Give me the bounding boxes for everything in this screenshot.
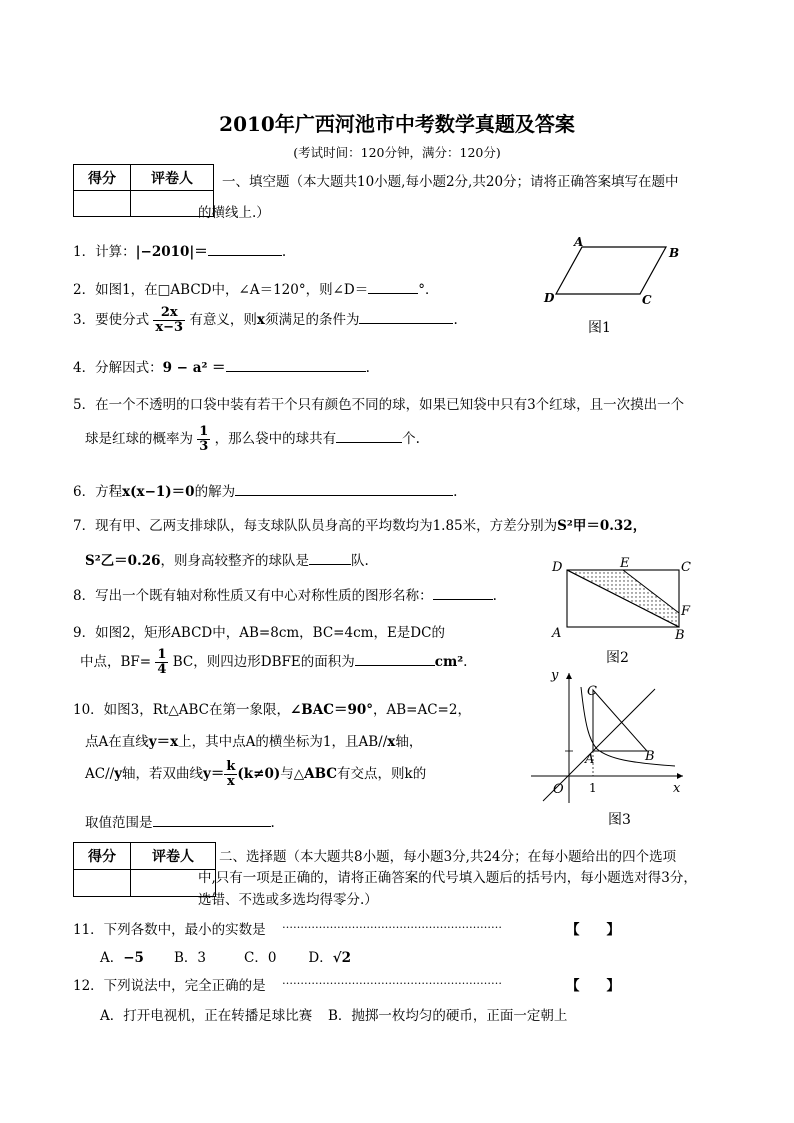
fig2-label-b: B <box>675 628 685 643</box>
q6-text: 6．方程 <box>73 484 123 500</box>
figure-2-caption: 图2 <box>606 650 629 666</box>
question-9-line2 <box>80 648 467 677</box>
q10-denominator: x <box>227 774 235 789</box>
page-title: 2010年广西河池市中考数学真题及答案 <box>219 112 575 136</box>
score-cell[interactable] <box>74 191 131 217</box>
parallelogram-shape <box>556 247 666 294</box>
q2-end: °． <box>418 282 439 298</box>
figure-3-caption: 图3 <box>608 812 631 828</box>
question-1 <box>73 240 286 260</box>
fig3-label-b: B <box>645 749 655 764</box>
q12-option-a: A．打开电视机，正在转播足球比赛 <box>100 1008 313 1024</box>
q10-text-9: 有交点，则k的 <box>337 766 427 782</box>
question-10-line2 <box>85 730 422 750</box>
fig2-label-d: D <box>552 560 563 575</box>
figure-3-coordinate-plane <box>525 665 695 810</box>
q10-hyperbola-lhs: y＝ <box>203 766 225 782</box>
q10-y-axis: y <box>114 766 123 782</box>
q11-text: 11．下列各数中，最小的实数是 <box>73 922 266 938</box>
q4-math: 9 − a² ＝ <box>162 360 226 376</box>
q3-var: x <box>256 312 265 328</box>
fig1-label-d: D <box>544 291 555 305</box>
q7-variance-b: S²乙＝0.26 <box>85 553 161 569</box>
question-4 <box>73 356 370 376</box>
q11-dots: …………………………………………………… <box>282 918 502 931</box>
q9-text: 中点，BF= <box>80 654 152 670</box>
fig3-label-c: C <box>587 684 597 699</box>
q7-answer-blank[interactable] <box>309 552 351 565</box>
q10-text-4: 上，其中点A的横坐标为1，且AB// <box>178 734 388 750</box>
q2-text: 2．如图1，在□ABCD中，∠A＝120°，则∠D＝ <box>73 282 369 298</box>
section2-heading: 二、选择题（本大题共8小题，每小题3分,共24分；在每小题给出的四个选项 <box>219 849 677 865</box>
q5-fraction <box>197 425 210 454</box>
q5-end: 个. <box>402 431 420 447</box>
q9-mid: BC，则四边形DBFE的面积为 <box>172 654 355 670</box>
q5-post: ，那么袋中的球共有 <box>214 431 337 447</box>
q5-denominator: 3 <box>199 439 209 454</box>
q6-post: 的解为 <box>194 484 236 500</box>
x-axis-arrow <box>677 773 683 779</box>
figure-1-caption: 图1 <box>588 320 611 336</box>
question-8 <box>73 584 497 604</box>
q5-numerator: 1 <box>199 424 209 439</box>
q1-text: 1．计算： <box>73 244 136 260</box>
section2-heading-cont2: 选错、不选或多选均得零分.） <box>198 892 378 908</box>
grader-header: 评卷人 <box>131 165 214 191</box>
question-12: 12．下列说法中，完全正确的是 <box>73 978 266 994</box>
q9-end: . <box>463 654 468 670</box>
q10-text-10: 取值范围是 <box>85 815 153 831</box>
q11-option-c: C．0 <box>243 950 277 966</box>
q3-text: 3．要使分式 <box>73 312 150 328</box>
q10-line-eq: y＝x <box>148 734 179 750</box>
question-9-line1: 9．如图2，矩形ABCD中，AB=8cm，BC=4cm，E是DC的 <box>73 625 445 641</box>
q11-options <box>100 946 351 966</box>
q12-option-b: B．抛掷一枚均匀的硬币，正面一定朝上 <box>328 1008 568 1024</box>
q12-answer-bracket[interactable]: 【 】 <box>566 978 620 994</box>
q4-end: . <box>365 360 370 376</box>
q11-option-a-label: A． <box>100 950 124 966</box>
fig3-label-x: x <box>673 781 681 796</box>
q1-math: |−2010|＝ <box>135 244 208 260</box>
question-5-line1: 5．在一个不透明的口袋中装有若干个只有颜色不同的球，如果已知袋中只有3个红球，且一次摸出一个 <box>73 397 685 413</box>
q7-post: ，则身高较整齐的球队是 <box>160 553 310 569</box>
q10-text-1: 10．如图3，Rt△ABC在第一象限， <box>73 702 290 718</box>
q9-numerator: 1 <box>157 647 167 662</box>
question-10-line4 <box>85 811 275 831</box>
section1-heading: 一、填空题（本大题共10小题,每小题2分,共20分；请将正确答案填写在题中 <box>222 174 679 190</box>
y-axis-arrow <box>566 673 572 679</box>
fig1-label-b: B <box>669 246 680 260</box>
q3-fraction <box>153 306 185 335</box>
q10-condition: (k≠0) <box>237 766 281 782</box>
q8-answer-blank[interactable] <box>433 587 493 600</box>
q10-text-8: 与△ <box>280 766 305 782</box>
score-header: 得分 <box>74 843 131 870</box>
q7-variance-a: S²甲＝0.32， <box>557 518 647 534</box>
q10-angle: ∠BAC＝90° <box>290 702 373 718</box>
section1-heading-cont: 的横线上.） <box>198 205 270 221</box>
question-2 <box>73 278 438 298</box>
q10-triangle: ABC <box>304 766 338 782</box>
q10-text-7: 轴，若双曲线 <box>122 766 204 782</box>
q7-end: 队. <box>351 553 369 569</box>
fig3-label-o: O <box>553 782 564 797</box>
question-10-line1 <box>73 698 471 718</box>
score-cell[interactable] <box>74 870 131 897</box>
q3-post: 须满足的条件为 <box>264 312 360 328</box>
q11-answer-bracket[interactable]: 【 】 <box>566 922 620 938</box>
q3-denominator: x−3 <box>155 320 184 335</box>
grader-header: 评卷人 <box>131 843 216 870</box>
q5-text: 球是红球的概率为 <box>85 431 193 447</box>
q11-option-b: B．3 <box>173 950 206 966</box>
fig2-label-f: F <box>681 604 691 619</box>
question-3 <box>73 306 458 335</box>
q9-unit: cm² <box>434 654 464 670</box>
exam-info: (考试时间：120分钟，满分：120分) <box>293 145 501 160</box>
q10-end: . <box>270 815 275 831</box>
question-11 <box>73 918 266 938</box>
fig2-label-c: C <box>681 560 691 575</box>
q6-math: x(x−1)＝0 <box>122 484 195 500</box>
fig1-label-c: C <box>642 293 652 307</box>
q1-end: . <box>281 244 287 260</box>
q8-text: 8．写出一个既有轴对称性质又有中心对称性质的图形名称： <box>73 588 433 604</box>
q6-answer-blank[interactable] <box>235 483 453 496</box>
q10-text-3: 点A在直线 <box>85 734 149 750</box>
q4-answer-blank[interactable] <box>226 359 366 372</box>
q9-answer-blank[interactable] <box>355 653 435 666</box>
q11-option-d-label: D． <box>308 950 333 966</box>
fig2-label-a: A <box>552 626 562 641</box>
fig2-label-e: E <box>620 556 630 571</box>
q9-fraction <box>155 648 168 677</box>
section2-heading-cont: 中,只有一项是正确的，请将正确答案的代号填入题后的括号内，每小题选对得3分， <box>198 870 697 886</box>
q10-text-6: AC// <box>85 766 115 782</box>
q9-denominator: 4 <box>157 662 167 677</box>
figure-2-rectangle <box>546 555 696 645</box>
q1-answer-blank[interactable] <box>208 243 282 256</box>
triangle-abc <box>593 690 647 751</box>
question-7-line1 <box>73 514 646 534</box>
q6-end: . <box>453 484 458 500</box>
question-5-line2 <box>85 425 420 454</box>
q10-x-axis: x <box>387 734 396 750</box>
q10-numerator: k <box>226 759 236 774</box>
q3-answer-blank[interactable] <box>359 311 453 324</box>
q3-mid: 有意义，则 <box>189 312 257 328</box>
q10-answer-blank[interactable] <box>153 814 271 827</box>
q3-end: . <box>453 312 458 328</box>
fig3-tick-1: 1 <box>589 781 597 795</box>
q5-answer-blank[interactable] <box>336 430 402 443</box>
score-table-1 <box>73 164 214 217</box>
q3-numerator: 2x <box>153 306 185 321</box>
q8-end: . <box>492 588 497 604</box>
q11-option-a: −5 <box>123 950 144 966</box>
q10-text-5: 轴， <box>395 734 423 750</box>
fig3-label-a: A <box>585 752 595 767</box>
fig1-label-a: A <box>574 235 584 249</box>
score-table-2 <box>73 842 216 897</box>
q11-option-d: √2 <box>332 950 352 966</box>
q7-text: 7．现有甲、乙两支排球队，每支球队队员身高的平均数均为1.85米，方差分别为 <box>73 518 558 534</box>
q10-text-2: ，AB=AC=2， <box>372 702 471 718</box>
question-10-line3 <box>85 760 426 789</box>
q12-dots: …………………………………………………… <box>282 974 502 987</box>
question-7-line2 <box>85 549 369 569</box>
q4-text: 4．分解因式： <box>73 360 163 376</box>
fig3-label-y: y <box>551 668 559 683</box>
q10-fraction <box>224 760 237 789</box>
figure-1-parallelogram <box>536 234 686 339</box>
question-6 <box>73 480 457 500</box>
q2-answer-blank[interactable] <box>368 281 418 294</box>
score-header: 得分 <box>74 165 131 191</box>
